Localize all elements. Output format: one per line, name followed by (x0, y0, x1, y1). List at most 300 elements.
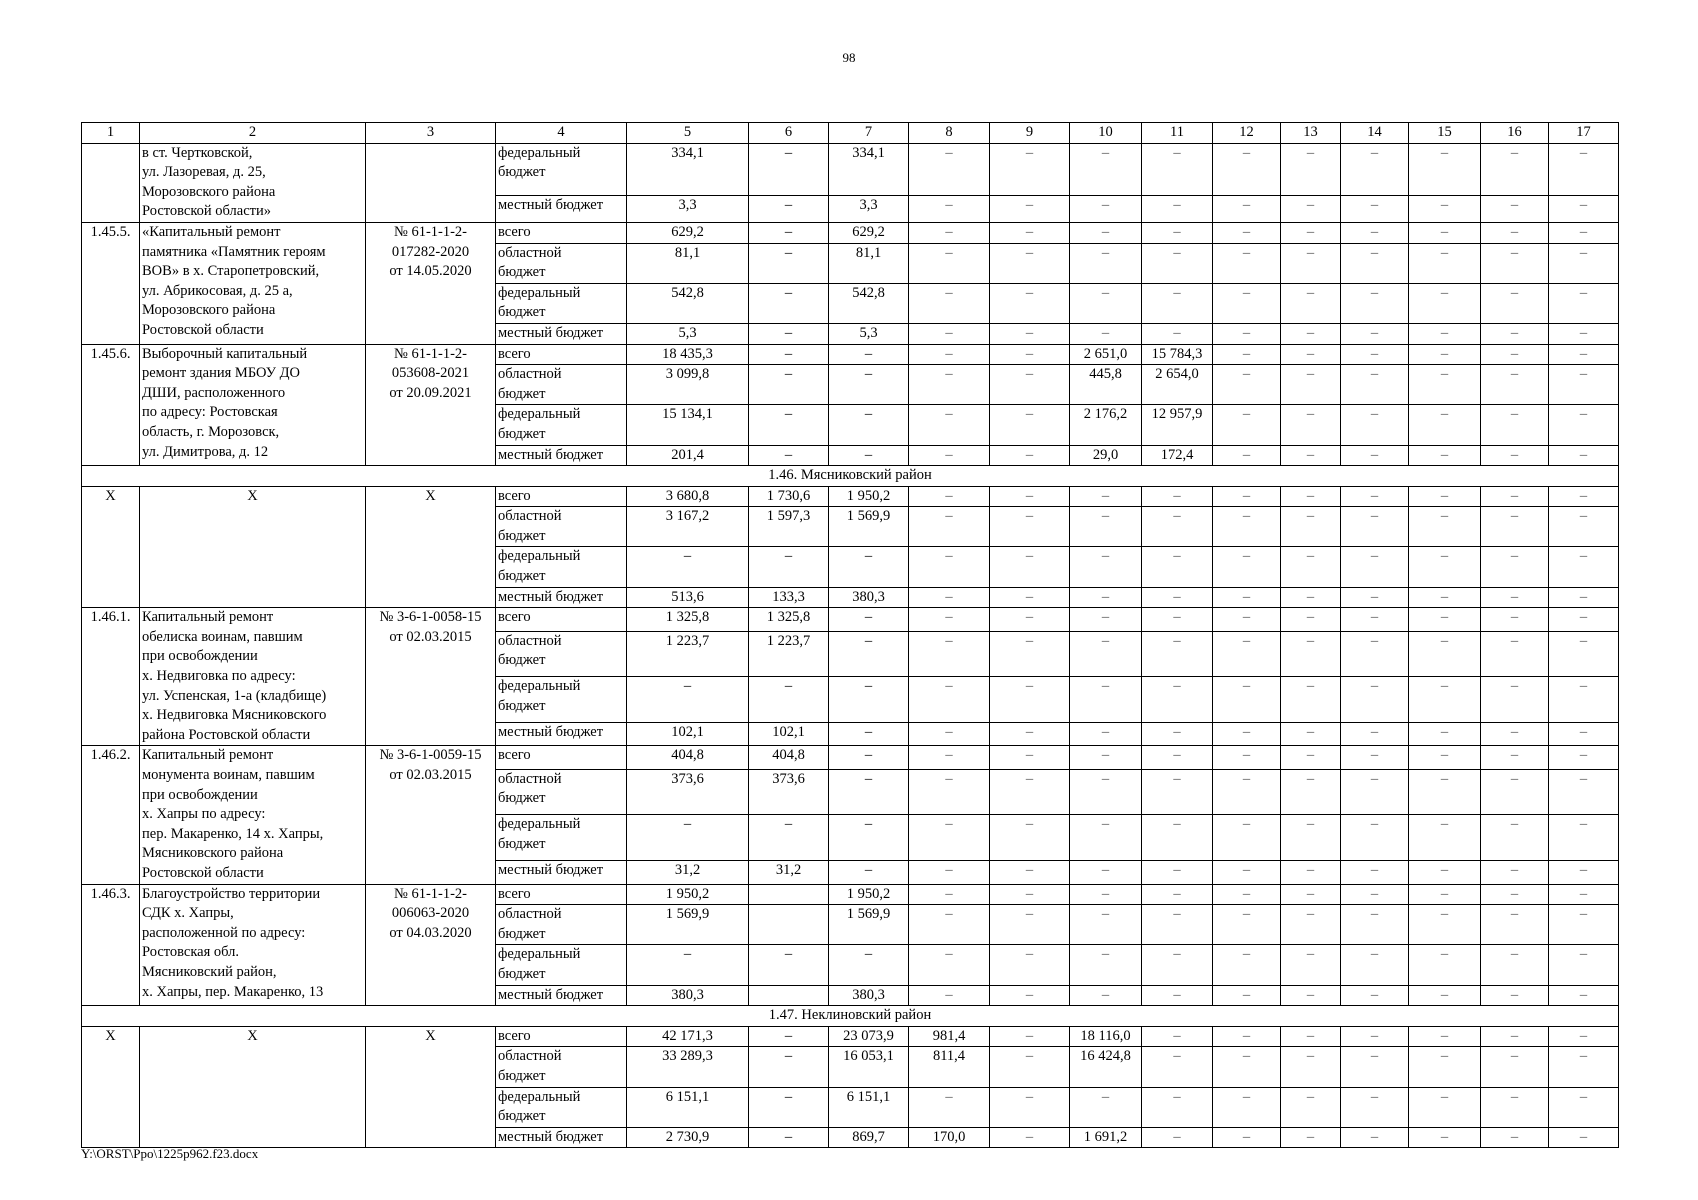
funding-source (496, 746, 627, 769)
value-cell: – (1070, 905, 1142, 945)
value-cell: – (1142, 677, 1213, 723)
cell-line: всего (498, 223, 531, 240)
value-cell: – (1281, 507, 1341, 547)
value-cell: – (829, 722, 909, 745)
value-cell: – (1341, 631, 1409, 677)
funding-source (496, 945, 627, 985)
value-cell: – (1142, 486, 1213, 507)
column-number-header: 11 (1142, 123, 1213, 144)
cell-line: х. Хапры по адресу: (142, 806, 266, 823)
cell-line: при освобождении (142, 648, 258, 665)
value-cell: – (1281, 746, 1341, 769)
value-cell: – (1281, 587, 1341, 608)
value-cell: – (1549, 405, 1619, 445)
value-cell: – (1142, 608, 1213, 631)
cell-line: № 61-1-1-2- (393, 885, 468, 902)
cell-line: бюджет (498, 264, 546, 281)
value-cell: – (1409, 143, 1481, 195)
cell-line: местный бюджет (498, 1128, 604, 1145)
value-cell: – (990, 283, 1070, 323)
value-cell: – (1070, 722, 1142, 745)
cell-line: местный бюджет (498, 197, 604, 214)
value-cell: – (1341, 283, 1409, 323)
section-row (82, 1006, 1619, 1027)
value-cell: – (1281, 1087, 1341, 1127)
value-cell: – (1341, 815, 1409, 861)
value-cell: – (990, 323, 1070, 344)
section-title: 1.46. Мясниковский район (82, 466, 1619, 487)
cell-line: бюджет (498, 1067, 546, 1084)
object-name (140, 143, 366, 222)
value-cell: – (1481, 365, 1549, 405)
value-cell: – (1549, 323, 1619, 344)
value-cell: – (829, 861, 909, 884)
value-cell: – (909, 815, 990, 861)
item-number: Х (82, 486, 140, 608)
value-cell: 981,4 (909, 1026, 990, 1047)
value-cell: – (829, 365, 909, 405)
value-cell: – (1281, 769, 1341, 815)
value-cell: – (1281, 905, 1341, 945)
cell-line: бюджет (498, 965, 546, 982)
value-cell: – (909, 985, 990, 1006)
value-cell: 380,3 (627, 985, 749, 1006)
value-cell: – (990, 243, 1070, 283)
value-cell: – (1409, 405, 1481, 445)
value-cell: 3 680,8 (627, 486, 749, 507)
value-cell: – (1409, 365, 1481, 405)
cell-line: от 14.05.2020 (389, 263, 472, 280)
cell-line: Х (425, 1027, 436, 1044)
value-cell: – (990, 587, 1070, 608)
value-cell: – (1409, 746, 1481, 769)
value-cell: – (1213, 769, 1281, 815)
value-cell: – (1142, 1047, 1213, 1087)
cell-line: всего (498, 747, 531, 764)
value-cell: – (749, 445, 829, 466)
cell-line: бюджет (498, 568, 546, 585)
value-cell: – (1281, 445, 1341, 466)
cell-line: 006063-2020 (391, 905, 470, 922)
value-cell: – (1409, 486, 1481, 507)
funding-source (496, 323, 627, 344)
value-cell: – (990, 196, 1070, 223)
value-cell: 172,4 (1142, 445, 1213, 466)
value-cell: – (749, 344, 829, 365)
cell-line: всего (498, 885, 531, 902)
value-cell: – (1142, 143, 1213, 195)
value-cell: – (1481, 405, 1549, 445)
object-name (140, 344, 366, 466)
cell-line: областной (498, 366, 562, 383)
value-cell: – (829, 769, 909, 815)
value-cell: – (749, 1087, 829, 1127)
funding-source (496, 722, 627, 745)
value-cell: – (1481, 677, 1549, 723)
value-cell: – (1070, 222, 1142, 243)
value-cell: – (990, 1047, 1070, 1087)
value-cell: – (1341, 547, 1409, 587)
table-row (82, 884, 1619, 905)
value-cell: – (1549, 769, 1619, 815)
section-title: 1.47. Неклиновский район (82, 1006, 1619, 1027)
column-number-header: 12 (1213, 123, 1281, 144)
cell-line: 053608-2021 (391, 365, 470, 382)
value-cell: – (1213, 1087, 1281, 1127)
value-cell: – (1142, 769, 1213, 815)
value-cell: 542,8 (829, 283, 909, 323)
value-cell: – (1281, 631, 1341, 677)
cell-line: областной (498, 1048, 562, 1065)
value-cell: – (990, 884, 1070, 905)
value-cell: – (1409, 547, 1481, 587)
value-cell: – (1070, 769, 1142, 815)
value-cell: – (1341, 905, 1409, 945)
value-cell: – (1341, 985, 1409, 1006)
object-name (140, 884, 366, 1006)
value-cell: – (1341, 1087, 1409, 1127)
cell-line: местный бюджет (498, 862, 604, 879)
value-cell: – (1341, 677, 1409, 723)
value-cell: – (1281, 1047, 1341, 1087)
value-cell: – (1281, 677, 1341, 723)
value-cell: 2 651,0 (1070, 344, 1142, 365)
value-cell: – (1481, 486, 1549, 507)
value-cell: – (1070, 283, 1142, 323)
value-cell: – (990, 769, 1070, 815)
value-cell: 380,3 (829, 985, 909, 1006)
value-cell: – (749, 243, 829, 283)
cell-line: памятника «Памятник героям (142, 243, 326, 260)
cell-line: федеральный (498, 406, 581, 423)
value-cell: – (990, 365, 1070, 405)
value-cell: – (1213, 445, 1281, 466)
value-cell: – (1070, 587, 1142, 608)
cell-line: местный бюджет (498, 324, 604, 341)
value-cell: – (1341, 323, 1409, 344)
value-cell: – (909, 365, 990, 405)
value-cell: – (1481, 1087, 1549, 1127)
footer-file-path: Y:\ORST\Ppo\1225p962.f23.docx (81, 1146, 259, 1161)
value-cell: – (1213, 405, 1281, 445)
value-cell: 201,4 (627, 445, 749, 466)
value-cell: – (1213, 587, 1281, 608)
cell-line: ул. Лазоревая, д. 25, (142, 164, 266, 181)
value-cell: 33 289,3 (627, 1047, 749, 1087)
value-cell: – (1213, 283, 1281, 323)
value-cell: – (1409, 815, 1481, 861)
value-cell: – (1142, 746, 1213, 769)
value-cell: – (1481, 884, 1549, 905)
cell-line: при освобождении (142, 786, 258, 803)
value-cell: – (1341, 405, 1409, 445)
cell-line: федеральный (498, 144, 581, 161)
value-cell: – (990, 631, 1070, 677)
column-number-header: 17 (1549, 123, 1619, 144)
value-cell: – (990, 905, 1070, 945)
value-cell: – (1549, 365, 1619, 405)
value-cell: – (1549, 547, 1619, 587)
cell-line: областной (498, 508, 562, 525)
value-cell: 2 176,2 (1070, 405, 1142, 445)
value-cell: – (1481, 631, 1549, 677)
value-cell: – (1281, 243, 1341, 283)
column-number-header: 15 (1409, 123, 1481, 144)
cell-line: пер. Макаренко, 14 х. Хапры, (142, 825, 324, 842)
value-cell: – (1142, 547, 1213, 587)
cell-line: бюджет (498, 425, 546, 442)
value-cell: – (909, 861, 990, 884)
cell-line: федеральный (498, 548, 581, 565)
value-cell: – (1549, 945, 1619, 985)
value-cell: – (1409, 196, 1481, 223)
value-cell: – (1481, 445, 1549, 466)
value-cell: – (627, 815, 749, 861)
table-row (82, 486, 1619, 507)
value-cell: 629,2 (829, 222, 909, 243)
funding-source (496, 587, 627, 608)
value-cell: – (1341, 1047, 1409, 1087)
value-cell: – (1549, 486, 1619, 507)
value-cell: – (1409, 722, 1481, 745)
cell-line: от 20.09.2021 (389, 384, 472, 401)
funding-source (496, 365, 627, 405)
cell-line: обелиска воинам, павшим (142, 628, 303, 645)
value-cell: – (627, 677, 749, 723)
value-cell: – (909, 945, 990, 985)
value-cell: – (909, 445, 990, 466)
value-cell: – (749, 222, 829, 243)
value-cell: – (1213, 884, 1281, 905)
expertise-document (366, 1026, 496, 1148)
value-cell: – (1281, 815, 1341, 861)
value-cell: – (1142, 243, 1213, 283)
funding-source (496, 486, 627, 507)
value-cell: – (1213, 608, 1281, 631)
object-name (140, 1026, 366, 1148)
cell-line: Морозовского района (142, 183, 276, 200)
value-cell: – (909, 1087, 990, 1127)
value-cell: 3,3 (627, 196, 749, 223)
value-cell: – (1341, 445, 1409, 466)
value-cell: – (1142, 945, 1213, 985)
value-cell: – (1549, 222, 1619, 243)
value-cell: – (1281, 1127, 1341, 1148)
funding-source (496, 344, 627, 365)
value-cell: 2 654,0 (1142, 365, 1213, 405)
item-number: 1.45.6. (82, 344, 140, 466)
value-cell: 380,3 (829, 587, 909, 608)
value-cell: – (1213, 722, 1281, 745)
table-row (82, 1026, 1619, 1047)
value-cell: 373,6 (627, 769, 749, 815)
cell-line: бюджет (498, 790, 546, 807)
table-row (82, 344, 1619, 365)
value-cell: – (1409, 243, 1481, 283)
value-cell: – (1281, 945, 1341, 985)
cell-line: бюджет (498, 697, 546, 714)
value-cell: 542,8 (627, 283, 749, 323)
cell-line: федеральный (498, 284, 581, 301)
value-cell: 1 569,9 (829, 905, 909, 945)
value-cell: – (1070, 815, 1142, 861)
cell-line: «Капитальный ремонт (142, 223, 281, 240)
value-cell: – (1409, 1047, 1481, 1087)
value-cell: 404,8 (749, 746, 829, 769)
value-cell: – (1142, 905, 1213, 945)
value-cell: – (1549, 677, 1619, 723)
cell-line: Благоустройство территории (142, 885, 321, 902)
value-cell: – (1549, 631, 1619, 677)
value-cell: – (1481, 985, 1549, 1006)
value-cell: – (909, 283, 990, 323)
value-cell: 12 957,9 (1142, 405, 1213, 445)
funding-source (496, 815, 627, 861)
table-row (82, 608, 1619, 631)
value-cell: – (1481, 608, 1549, 631)
value-cell: – (1281, 405, 1341, 445)
value-cell: – (749, 1047, 829, 1087)
cell-line: Ростовская обл. (142, 944, 240, 961)
value-cell: 1 950,2 (829, 884, 909, 905)
cell-line: ВОВ» в х. Старопетровский, (142, 263, 320, 280)
cell-line: местный бюджет (498, 446, 604, 463)
value-cell: – (1213, 486, 1281, 507)
budget-table (81, 122, 1619, 1148)
value-cell: – (829, 608, 909, 631)
value-cell: 16 424,8 (1070, 1047, 1142, 1087)
value-cell: 1 569,9 (829, 507, 909, 547)
value-cell: – (1341, 365, 1409, 405)
value-cell: – (749, 405, 829, 445)
cell-line: всего (498, 487, 531, 504)
value-cell: – (1549, 445, 1619, 466)
value-cell: – (829, 945, 909, 985)
value-cell: – (1409, 905, 1481, 945)
value-cell: 16 053,1 (829, 1047, 909, 1087)
value-cell: – (1213, 507, 1281, 547)
value-cell: – (1549, 746, 1619, 769)
object-name (140, 746, 366, 884)
value-cell: – (1481, 143, 1549, 195)
value-cell: – (1481, 905, 1549, 945)
cell-line: областной (498, 632, 562, 649)
value-cell: – (829, 631, 909, 677)
funding-source (496, 405, 627, 445)
value-cell: – (990, 344, 1070, 365)
column-number-header: 6 (749, 123, 829, 144)
value-cell: 3,3 (829, 196, 909, 223)
funding-source (496, 1087, 627, 1127)
value-cell: – (1281, 222, 1341, 243)
value-cell: 373,6 (749, 769, 829, 815)
value-cell: – (909, 507, 990, 547)
value-cell: – (909, 884, 990, 905)
value-cell: – (1281, 196, 1341, 223)
value-cell: 811,4 (909, 1047, 990, 1087)
value-cell: – (1213, 905, 1281, 945)
value-cell: 133,3 (749, 587, 829, 608)
value-cell: 2 730,9 (627, 1127, 749, 1148)
value-cell: – (627, 547, 749, 587)
value-cell: – (1213, 1026, 1281, 1047)
cell-line: Морозовского района (142, 302, 276, 319)
cell-line: х. Недвиговка по адресу: (142, 668, 296, 685)
cell-line: всего (498, 345, 531, 362)
value-cell: – (1549, 985, 1619, 1006)
value-cell: – (1549, 507, 1619, 547)
value-cell: – (990, 486, 1070, 507)
value-cell: – (909, 905, 990, 945)
value-cell: – (1409, 445, 1481, 466)
value-cell: 6 151,1 (627, 1087, 749, 1127)
value-cell: – (1142, 1026, 1213, 1047)
value-cell: – (1481, 587, 1549, 608)
value-cell: – (990, 547, 1070, 587)
value-cell: – (1213, 1127, 1281, 1148)
value-cell: – (1481, 769, 1549, 815)
value-cell: – (1070, 1087, 1142, 1127)
cell-line: всего (498, 609, 531, 626)
value-cell: – (1409, 769, 1481, 815)
value-cell: – (1409, 344, 1481, 365)
value-cell: 5,3 (627, 323, 749, 344)
value-cell: – (1341, 222, 1409, 243)
cell-line: района Ростовской области (142, 726, 311, 743)
cell-line: ул. Абрикосовая, д. 25 а, (142, 282, 293, 299)
value-cell: – (1070, 143, 1142, 195)
section-row (82, 466, 1619, 487)
cell-line: Капитальный ремонт (142, 747, 274, 764)
cell-line: СДК х. Хапры, (142, 905, 234, 922)
value-cell: – (909, 631, 990, 677)
value-cell: – (1481, 1026, 1549, 1047)
value-cell: – (749, 143, 829, 195)
value-cell: – (1142, 587, 1213, 608)
value-cell: – (1409, 1127, 1481, 1148)
value-cell: – (1409, 608, 1481, 631)
cell-line: областной (498, 906, 562, 923)
cell-line: от 02.03.2015 (389, 767, 472, 783)
value-cell: 513,6 (627, 587, 749, 608)
value-cell: – (1481, 243, 1549, 283)
value-cell: – (1070, 196, 1142, 223)
funding-source (496, 283, 627, 323)
cell-line: монумента воинам, павшим (142, 767, 315, 783)
value-cell: – (1341, 1026, 1409, 1047)
value-cell: – (909, 143, 990, 195)
value-cell: – (1070, 985, 1142, 1006)
value-cell: – (990, 507, 1070, 547)
value-cell: – (1281, 283, 1341, 323)
value-cell: 15 784,3 (1142, 344, 1213, 365)
value-cell: 18 435,3 (627, 344, 749, 365)
value-cell: – (1549, 905, 1619, 945)
value-cell: 6 151,1 (829, 1087, 909, 1127)
value-cell: – (1341, 608, 1409, 631)
header-row (82, 123, 1619, 144)
cell-line: федеральный (498, 1088, 581, 1105)
value-cell: – (1409, 985, 1481, 1006)
value-cell: – (990, 405, 1070, 445)
value-cell: – (909, 486, 990, 507)
cell-line: местный бюджет (498, 723, 604, 740)
value-cell: 629,2 (627, 222, 749, 243)
value-cell: – (1213, 344, 1281, 365)
cell-line: Выборочный капитальный (142, 345, 308, 362)
value-cell: 170,0 (909, 1127, 990, 1148)
cell-line: бюджет (498, 527, 546, 544)
